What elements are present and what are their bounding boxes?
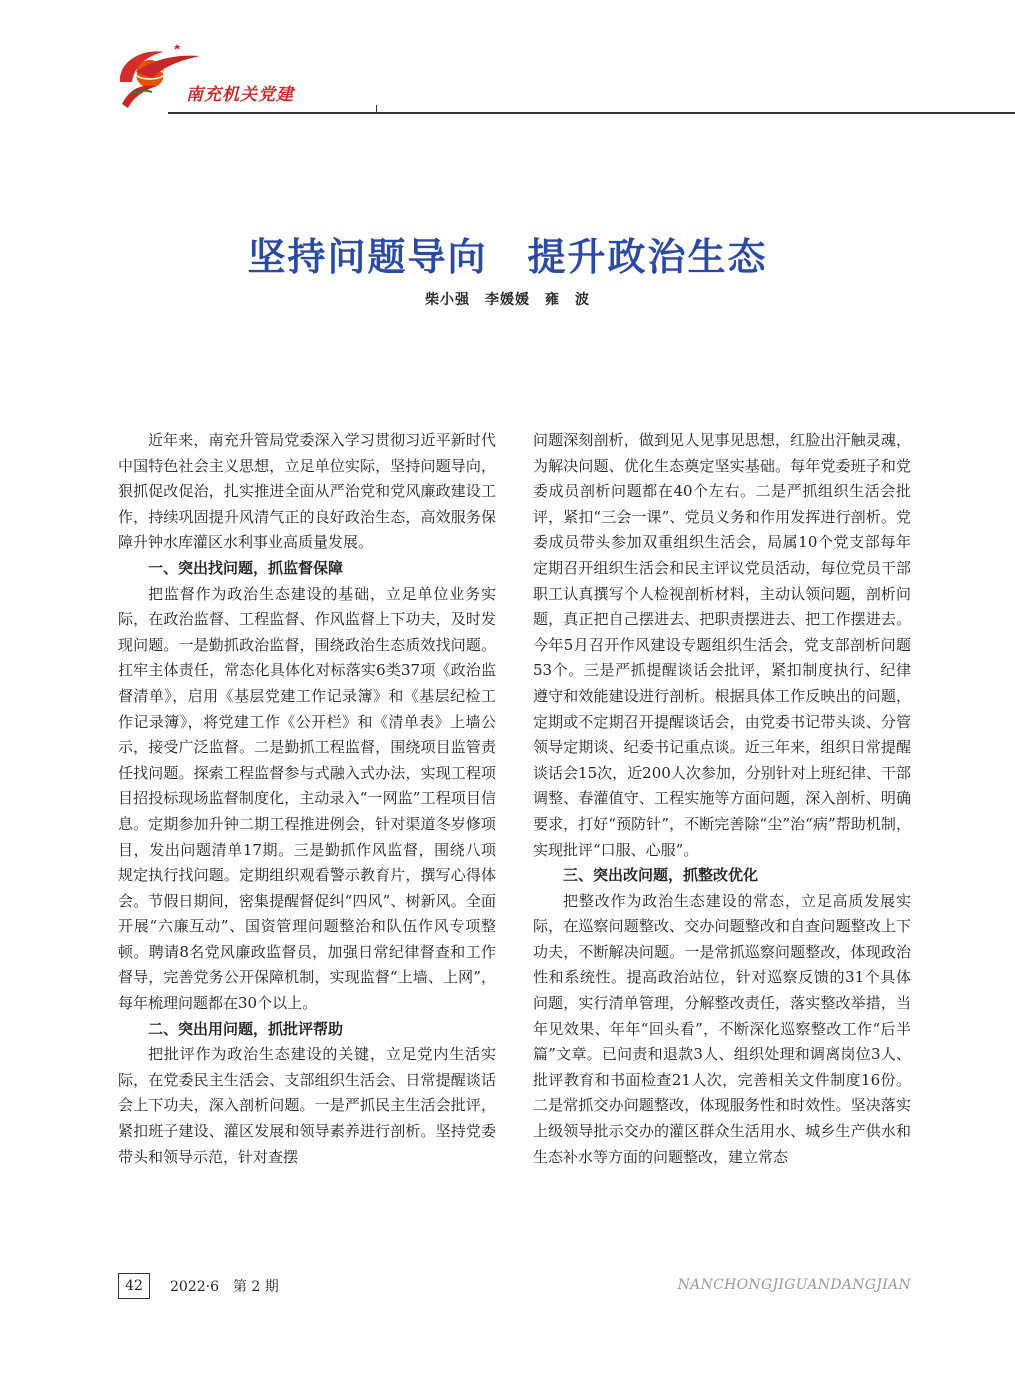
paragraph: 把整改作为政治生态建设的常态，立足高质发展实际，在巡察问题整改、交办问题整改和自查问题整改上下功夫，不断解决问题。一是常抓巡察问题整改，体现政治性和系统性。提高政治站位，针对巡察反馈的31个具体问题，实行清单管理，分解整改责任，落实整改举措，当年见效果、年年“回头看”，不断深化巡察整改工作“后半篇”文章。已问责和退款3人、组织处理和调离岗位3人、批评教育和书面检查21人次，完善相关文件制度16份。二是常抓交办问题整改，体现服务性和时效性。坚决落实上级领导批示交办的灌区群众生活用水、城乡生产供水和生态补水等方面的问题整改，建立常态 <box>533 891 911 1166</box>
left-column <box>118 428 496 1170</box>
section-heading: 三、突出改问题，抓整改优化 <box>563 866 759 885</box>
journal-name-en: NANCHONGJIGUANDANGJIAN <box>677 1277 911 1293</box>
section-heading: 一、突出找问题，抓监督保障 <box>148 558 344 577</box>
right-column <box>533 428 911 1170</box>
page-number: 42 <box>118 1273 150 1299</box>
header-rule-tick <box>376 105 377 113</box>
article-authors: 柴小强 李媛媛 雍 波 <box>425 292 590 308</box>
article-title: 坚持问题导向 提升政治生态 <box>247 234 768 279</box>
paragraph: 近年来，南充升管局党委深入学习贯彻习近平新时代中国特色社会主义思想，立足单位实际，坚持问题导向，狠抓促改促治，扎实推进全面从严治党和党风廉政建设工作，持续巩固提升风清气正的良好政治生态，高效服务保障升钟水库灌区水利事业高质量发展。 <box>118 431 496 552</box>
section-heading: 二、突出用问题，抓批评帮助 <box>148 1019 344 1038</box>
issue-label: 2022·6 第 2 期 <box>170 1279 279 1295</box>
header-rule <box>168 112 1015 114</box>
masthead-title: 南充机关党建 <box>186 85 294 105</box>
paragraph: 把监督作为政治生态建设的基础，立足单位业务实际，在政治监督、工程监督、作风监督上下功夫，及时发现问题。一是勤抓政治监督，围绕政治生态质效找问题。扛牢主体责任，常态化具体化对标落实6类37项《政治监督清单》，启用《基层党建工作记录簿》和《基层纪检工作记录簿》，将党建工作《公开栏》和《清单表》上墙公示，接受广泛监督。二是勤抓工程监督，围绕项目监管责任找问题。探索工程监督参与式融入式办法，实现工程项目招投标现场监督制度化，主动录入“一网监”工程项目信息。定期参加升钟二期工程推进例会，针对渠道冬岁修项目，发出问题清单17期。三是勤抓作风监督，围绕八项规定执行找问题。定期组织观看警示教育片，撰写心得体会。节假日期间，密集提醒督促纠“四风”、树新风。全面开展“六廉互动”、国资管理问题整治和队伍作风专项整顿。聘请8名党风廉政监督员，加强日常纪律督查和工作督导，完善党务公开保障机制，实现监督“上墙、上网”，每年梳理问题都在30个以上。 <box>118 584 496 1013</box>
paragraph: 把批评作为政治生态建设的关键，立足党内生活实际，在党委民主生活会、支部组织生活会、日常提醒谈话会上下功夫，深入剖析问题。一是严抓民主生活会批评，紧扣班子建设、灌区发展和领导素养进行剖析。坚持党委带头和领导示范，针对查摆 <box>118 1045 496 1166</box>
paragraph: 问题深刻剖析，做到见人见事见思想，红脸出汗触灵魂，为解决问题、优化生态奠定坚实基础。每年党委班子和党委成员剖析问题都在40个左右。二是严抓组织生活会批评，紧扣“三会一课”、党员义务和作用发挥进行剖析。党委成员带头参加双重组织生活会，局属10个党支部每年定期召开组织生活会和民主评议党员活动，每位党员干部职工认真撰写个人检视剖析材料，主动认领问题，剖析问题，真正把自己摆进去、把职责摆进去、把工作摆进去。今年5月召开作风建设专题组织生活会，党支部剖析问题53个。三是严抓提醒谈话会批评，紧扣制度执行、纪律遵守和效能建设进行剖析。根据具体工作反映出的问题，定期或不定期召开提醒谈话会，由党委书记带头谈、分管领导定期谈、纪委书记重点谈。近三年来，组织日常提醒谈话会15次，近200人次参加，分别针对上班纪律、干部调整、春灌值守、工程实施等方面问题，深入剖析、明确要求，打好“预防针”，不断完善除“尘”治“病”帮助机制，实现批评“口服、心服”。 <box>533 431 911 859</box>
